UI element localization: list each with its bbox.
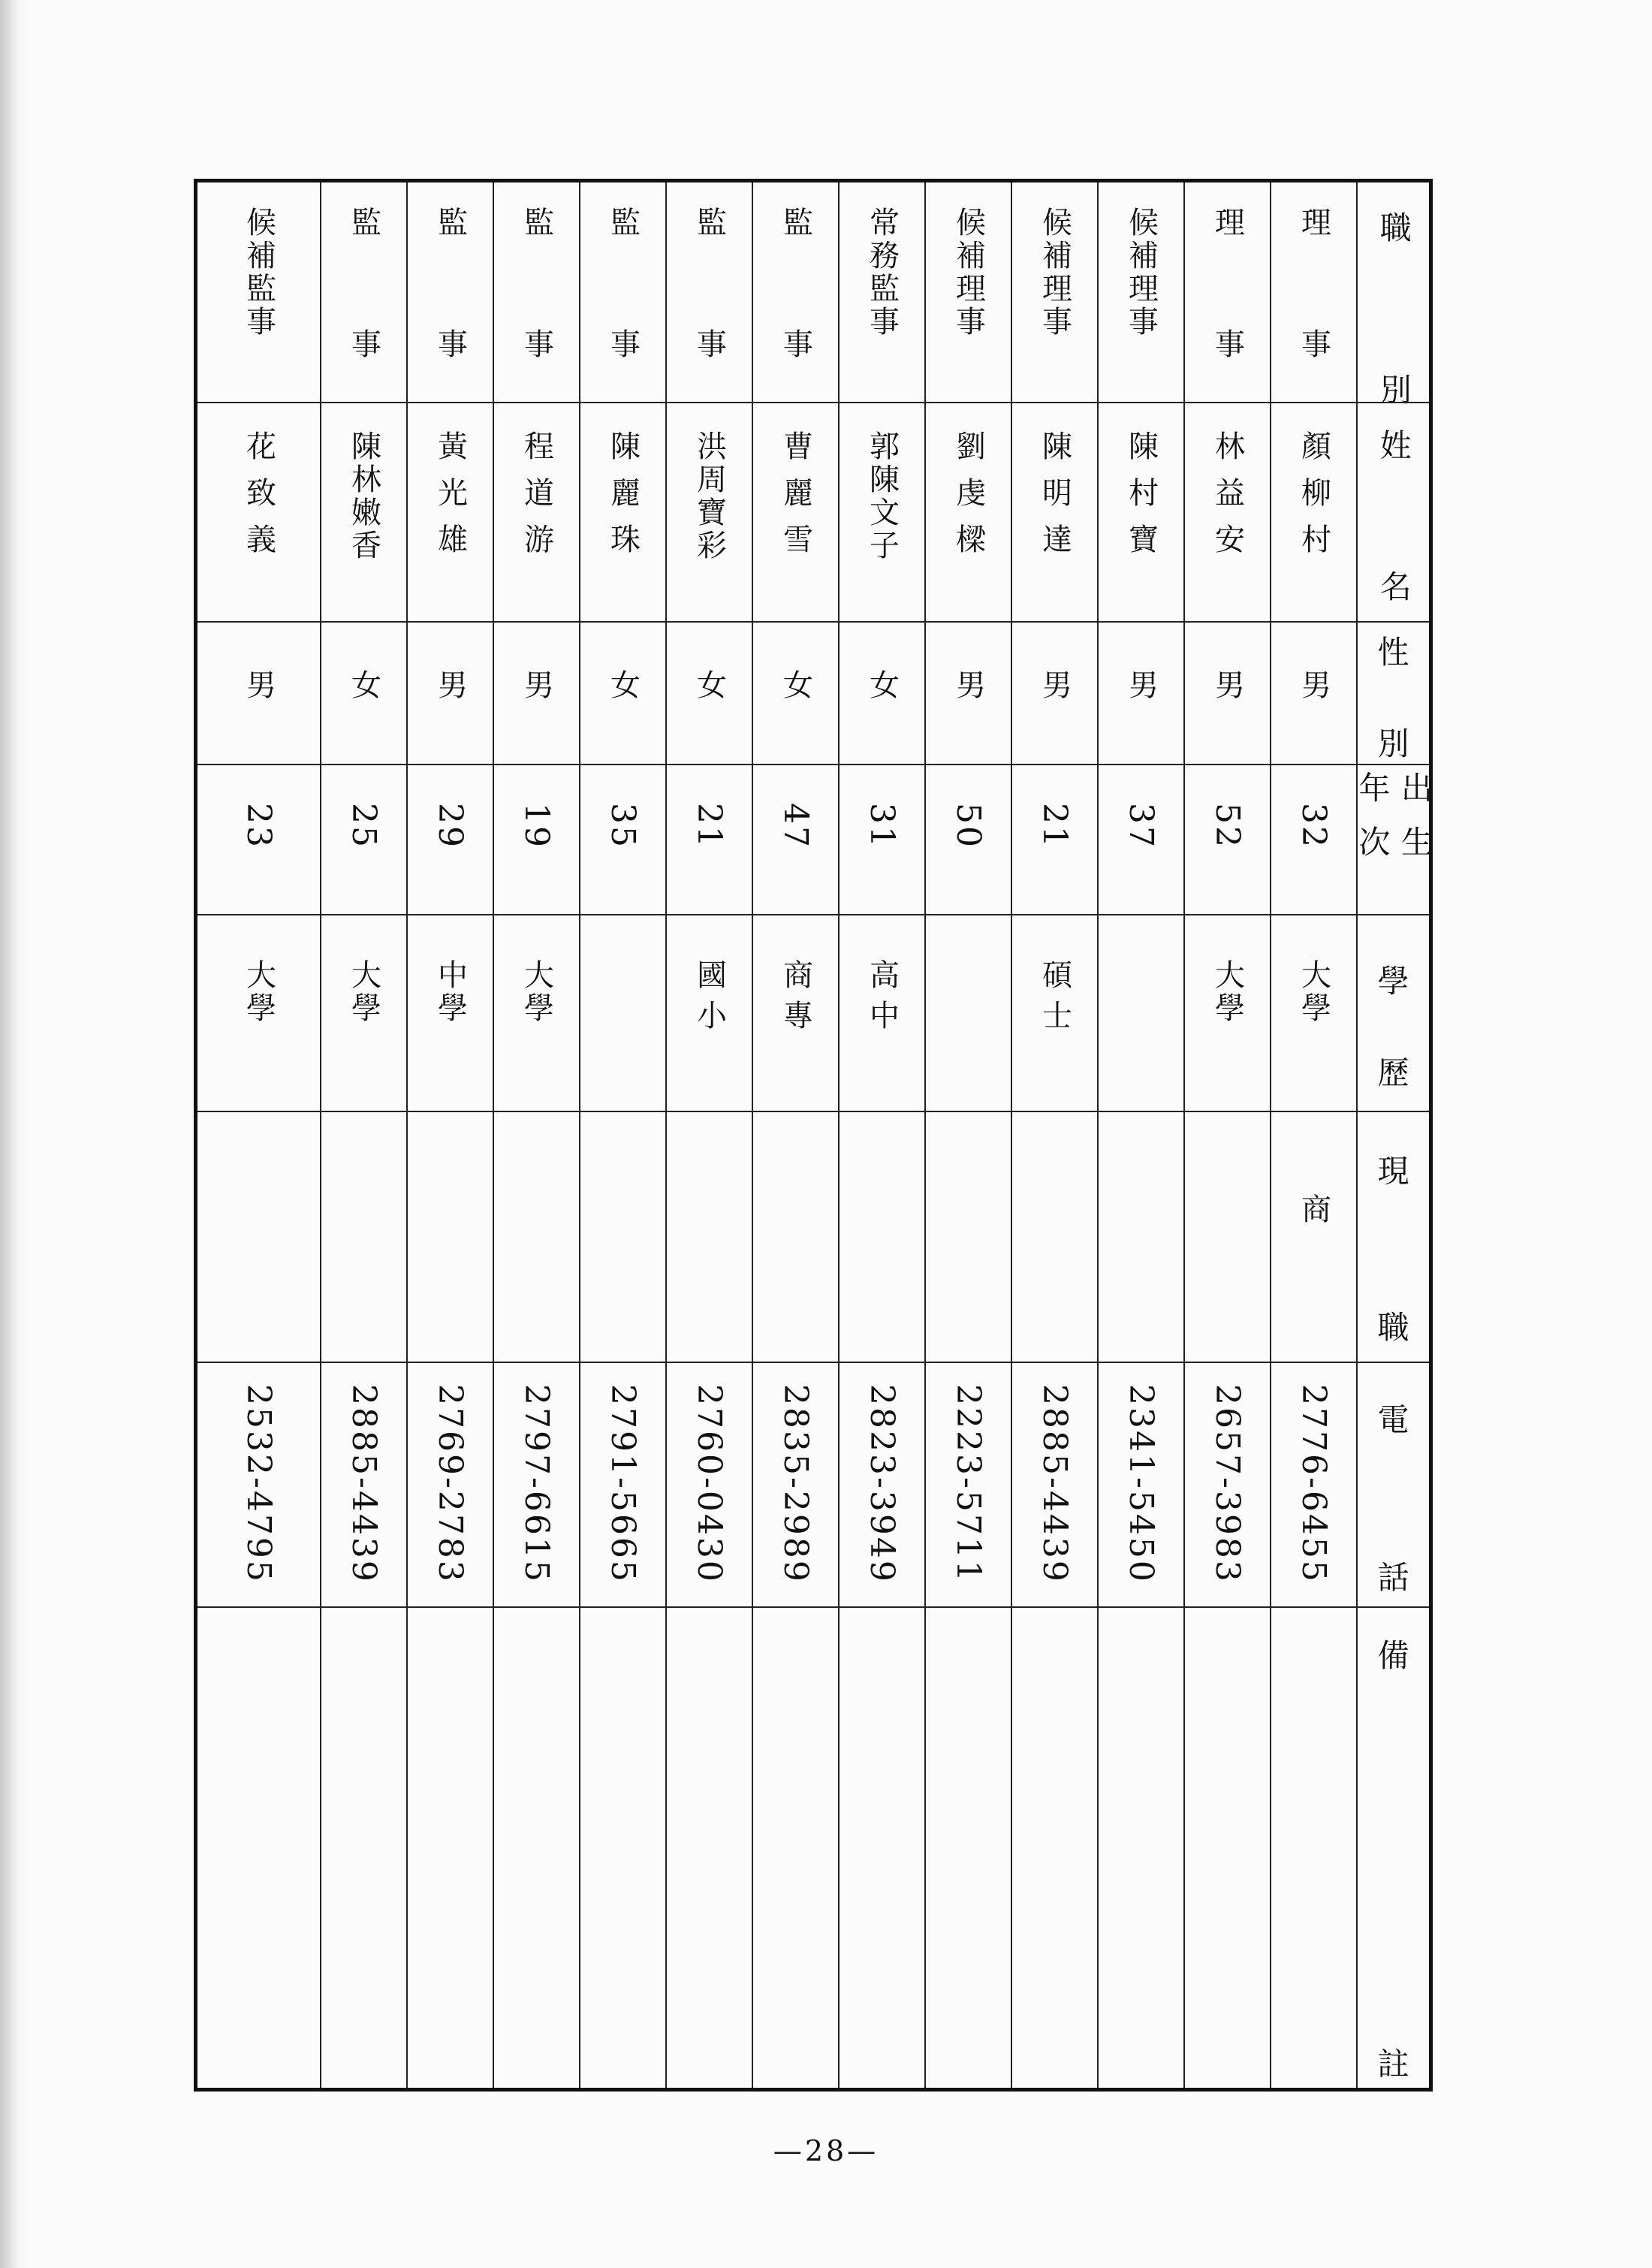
member-education: 國小 [692, 959, 727, 1040]
member-phone: 2885-4439 [1036, 1384, 1074, 1584]
member-name: 陳明達 [1037, 430, 1072, 570]
member-phone: 2797-6615 [517, 1384, 556, 1584]
member-notes [753, 1606, 838, 2092]
member-column [1185, 182, 1271, 2088]
header-job-top: 現 [1377, 1153, 1409, 1190]
member-role: 理 事 [1296, 207, 1331, 369]
member-gender: 男 [1210, 669, 1245, 710]
member-gender: 女 [864, 669, 900, 710]
member-name: 劉虔樑 [951, 430, 986, 570]
member-gender: 男 [519, 669, 554, 710]
member-phone: 2823-3949 [863, 1384, 901, 1584]
member-birth-year: 21 [690, 803, 728, 849]
member-gender: 男 [951, 669, 986, 710]
member-column [1099, 182, 1185, 2088]
member-birth-year: 19 [517, 803, 556, 849]
member-education: 大學 [1296, 959, 1331, 1025]
member-phone: 2769-2783 [431, 1384, 469, 1584]
member-role: 監 事 [605, 207, 641, 369]
member-roster-table [194, 179, 1433, 2092]
member-birth-year: 52 [1208, 803, 1247, 849]
header-gender-bottom: 別 [1377, 725, 1409, 762]
member-phone: 2657-3983 [1208, 1384, 1247, 1584]
member-phone: 2760-0430 [690, 1384, 728, 1584]
member-birth-year: 47 [776, 803, 815, 849]
member-phone: 2223-5711 [949, 1384, 987, 1584]
member-column [1271, 182, 1358, 2088]
member-job: 商 [1296, 1193, 1331, 1234]
header-education-bottom: 歷 [1377, 1054, 1409, 1091]
member-role: 監 事 [346, 207, 381, 369]
member-education: 大學 [346, 959, 381, 1025]
header-role: 職 別 [1375, 211, 1412, 427]
member-notes [667, 1606, 752, 2092]
member-role: 監 事 [519, 207, 554, 369]
member-education: 中學 [433, 959, 468, 1025]
member-birth-year: 50 [949, 803, 987, 849]
member-birth-year: 23 [240, 803, 278, 849]
member-name: 陳村寶 [1123, 430, 1159, 570]
scan-edge-shadow [0, 0, 27, 2268]
member-column [580, 182, 667, 2088]
member-name: 曹麗雪 [778, 430, 813, 570]
member-education: 商專 [778, 959, 813, 1040]
member-phone: 2791-5665 [604, 1384, 642, 1584]
page-number: —28— [773, 2134, 879, 2167]
member-notes [1271, 1606, 1356, 2092]
member-column [926, 182, 1012, 2088]
member-notes [1012, 1606, 1097, 2092]
member-column [197, 182, 321, 2088]
member-gender: 女 [346, 669, 381, 710]
header-name: 姓 名 [1375, 429, 1412, 641]
member-role: 理 事 [1210, 207, 1245, 369]
header-job-bottom: 職 [1377, 1309, 1409, 1346]
member-notes [1185, 1606, 1270, 2092]
member-gender: 男 [1123, 669, 1159, 710]
member-notes [321, 1606, 406, 2092]
member-column [667, 182, 753, 2088]
member-role: 候補監事 [241, 207, 276, 339]
member-notes [840, 1606, 924, 2092]
member-birth-year: 35 [604, 803, 642, 849]
member-column [321, 182, 408, 2088]
header-birth-a: 出生 [1396, 771, 1433, 879]
member-education: 高中 [864, 959, 900, 1040]
member-name: 黃光雄 [433, 430, 468, 570]
member-education: 大學 [1210, 959, 1245, 1025]
member-name: 花致義 [241, 430, 276, 570]
member-phone: 2885-4439 [345, 1384, 383, 1584]
member-phone: 2532-4795 [240, 1384, 278, 1584]
member-column [1012, 182, 1099, 2088]
member-column [753, 182, 840, 2088]
member-notes [580, 1606, 665, 2092]
member-phone: 2835-2989 [776, 1384, 815, 1584]
header-education-top: 學 [1377, 963, 1409, 1000]
member-gender: 男 [241, 669, 276, 710]
member-gender: 女 [778, 669, 813, 710]
header-notes-bottom: 註 [1377, 2046, 1409, 2083]
member-birth-year: 32 [1295, 803, 1333, 849]
member-name: 郭陳文子 [864, 430, 900, 562]
member-name: 程道游 [519, 430, 554, 570]
member-notes [408, 1606, 493, 2092]
header-gender-top: 性 [1377, 634, 1409, 671]
member-education: 大學 [241, 959, 276, 1025]
member-name: 陳林嫩香 [346, 430, 381, 562]
header-phone-top: 電 [1377, 1401, 1409, 1438]
member-name: 陳麗珠 [605, 430, 641, 570]
member-notes [926, 1606, 1011, 2092]
member-gender: 女 [605, 669, 641, 710]
member-birth-year: 31 [863, 803, 901, 849]
member-birth-year: 21 [1036, 803, 1074, 849]
member-phone: 2776-6455 [1295, 1384, 1333, 1584]
member-role: 監 事 [778, 207, 813, 369]
member-gender: 男 [1296, 669, 1331, 710]
member-notes [197, 1606, 320, 2092]
member-column [494, 182, 580, 2088]
member-birth-year: 25 [345, 803, 383, 849]
member-role: 常務監事 [864, 207, 900, 339]
member-notes [1099, 1606, 1183, 2092]
header-birth-b: 年次 [1354, 771, 1391, 879]
member-education: 大學 [519, 959, 554, 1025]
member-role: 監 事 [433, 207, 468, 369]
header-phone-bottom: 話 [1377, 1559, 1409, 1596]
member-name: 顏柳村 [1296, 430, 1331, 570]
header-column [1354, 182, 1433, 2088]
member-role: 候補理事 [1037, 207, 1072, 339]
member-gender: 男 [1037, 669, 1072, 710]
member-phone: 2341-5450 [1122, 1384, 1160, 1584]
member-role: 候補理事 [1123, 207, 1159, 339]
member-role: 候補理事 [951, 207, 986, 339]
member-name: 洪周寶彩 [692, 430, 727, 562]
header-notes-top: 備 [1377, 1637, 1409, 1674]
member-gender: 男 [433, 669, 468, 710]
member-name: 林益安 [1210, 430, 1245, 570]
member-birth-year: 29 [431, 803, 469, 849]
member-column [408, 182, 494, 2088]
member-gender: 女 [692, 669, 727, 710]
member-education: 碩士 [1037, 959, 1072, 1040]
member-column [840, 182, 926, 2088]
member-birth-year: 37 [1122, 803, 1160, 849]
member-role: 監 事 [692, 207, 727, 369]
member-notes [494, 1606, 579, 2092]
